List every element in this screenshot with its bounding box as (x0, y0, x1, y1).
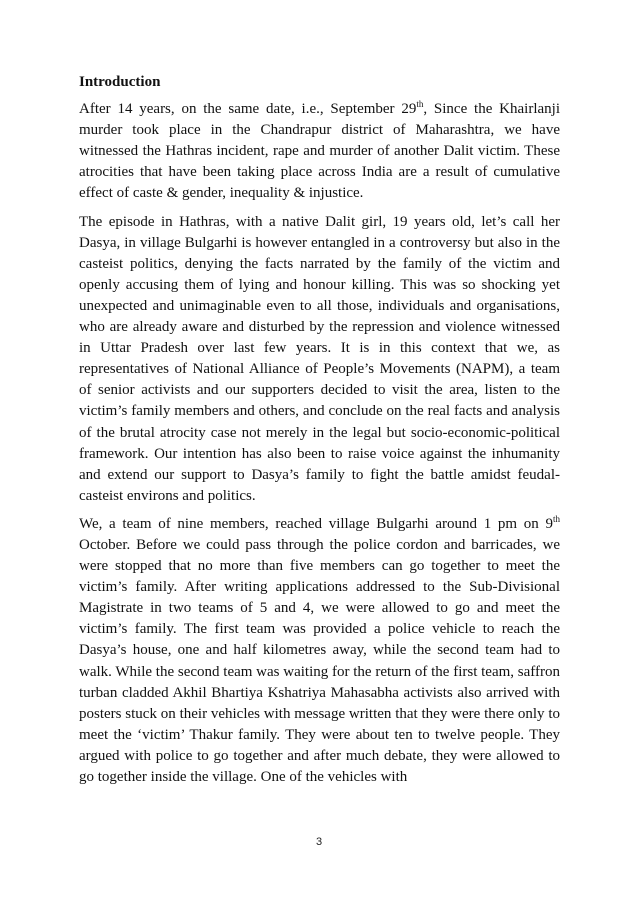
paragraph-text: October. Before we could pass through the police cordon and barricades, we were stopped that no more than five members can go together to meet the victim’s family. After writing applications addressed to the Sub-Divisional Magistrate in two teams of 5 and 4, we were allowed to go and meet the victim’s family. The first team was provided a police vehicle to reach the Dasya’s house, one and half kilometres away, while the second team had to walk. While the second team was waiting for the return of the first team, saffron turban cladded Akhil Bhartiya Kshatriya Mahasabha activists also arrived with posters stuck on their vehicles with message written that they were there only to meet the ‘victim’ Thakur family. They were about ten to twelve people. They argued with police to go together and after much debate, they were allowed to go together inside the village. One of the vehicles with (79, 536, 560, 785)
paragraph-3 (79, 514, 560, 788)
paragraph-text: , Since the Khairlanji murder took place in the Chandrapur district of Maharashtra, we have witnessed the Hathras incident, rape and murder of another Dalit victim. These atrocities that have been taking place across India are a result of cumulative effect of caste & gender, inequality & injustice. (79, 101, 560, 202)
paragraph-text: We, a team of nine members, reached village Bulgarhi around 1 pm on 9 (79, 515, 553, 532)
ordinal-superscript: th (552, 513, 560, 524)
section-heading: Introduction (79, 74, 161, 90)
page-content (79, 72, 560, 795)
paragraph-text: After 14 years, on the same date, i.e., September 29 (79, 101, 417, 118)
ordinal-superscript: th (416, 99, 424, 110)
paragraph-text: The episode in Hathras, with a native Dalit girl, 19 years old, let’s call her Dasya, in village Bulgarhi is however entangled in a controversy but also in the casteist politics, denying the facts narrated by the family of the victim and openly accusing them of lying and honour killing. This was so shocking yet unexpected and unimaginable even to all those, individuals and organisations, who are already aware and disturbed by the repression and violence witnessed in Uttar Pradesh over last few years. It is in this context that we, as representatives of National Alliance of People’s Movements (NAPM), a team of senior activists and our supporters decided to visit the area, listen to the victim’s family members and others, and conclude on the real facts and analysis of the brutal atrocity case not merely in the legal but socio-economic-political framework. Our intention has also been to raise voice against the inhumanity and extend our support to Dasya’s family to fight the battle amidst feudal-casteist environs and politics. (79, 213, 560, 504)
page-number: 3 (315, 836, 323, 848)
paragraph-2 (79, 212, 560, 507)
paragraph-1 (79, 99, 560, 204)
